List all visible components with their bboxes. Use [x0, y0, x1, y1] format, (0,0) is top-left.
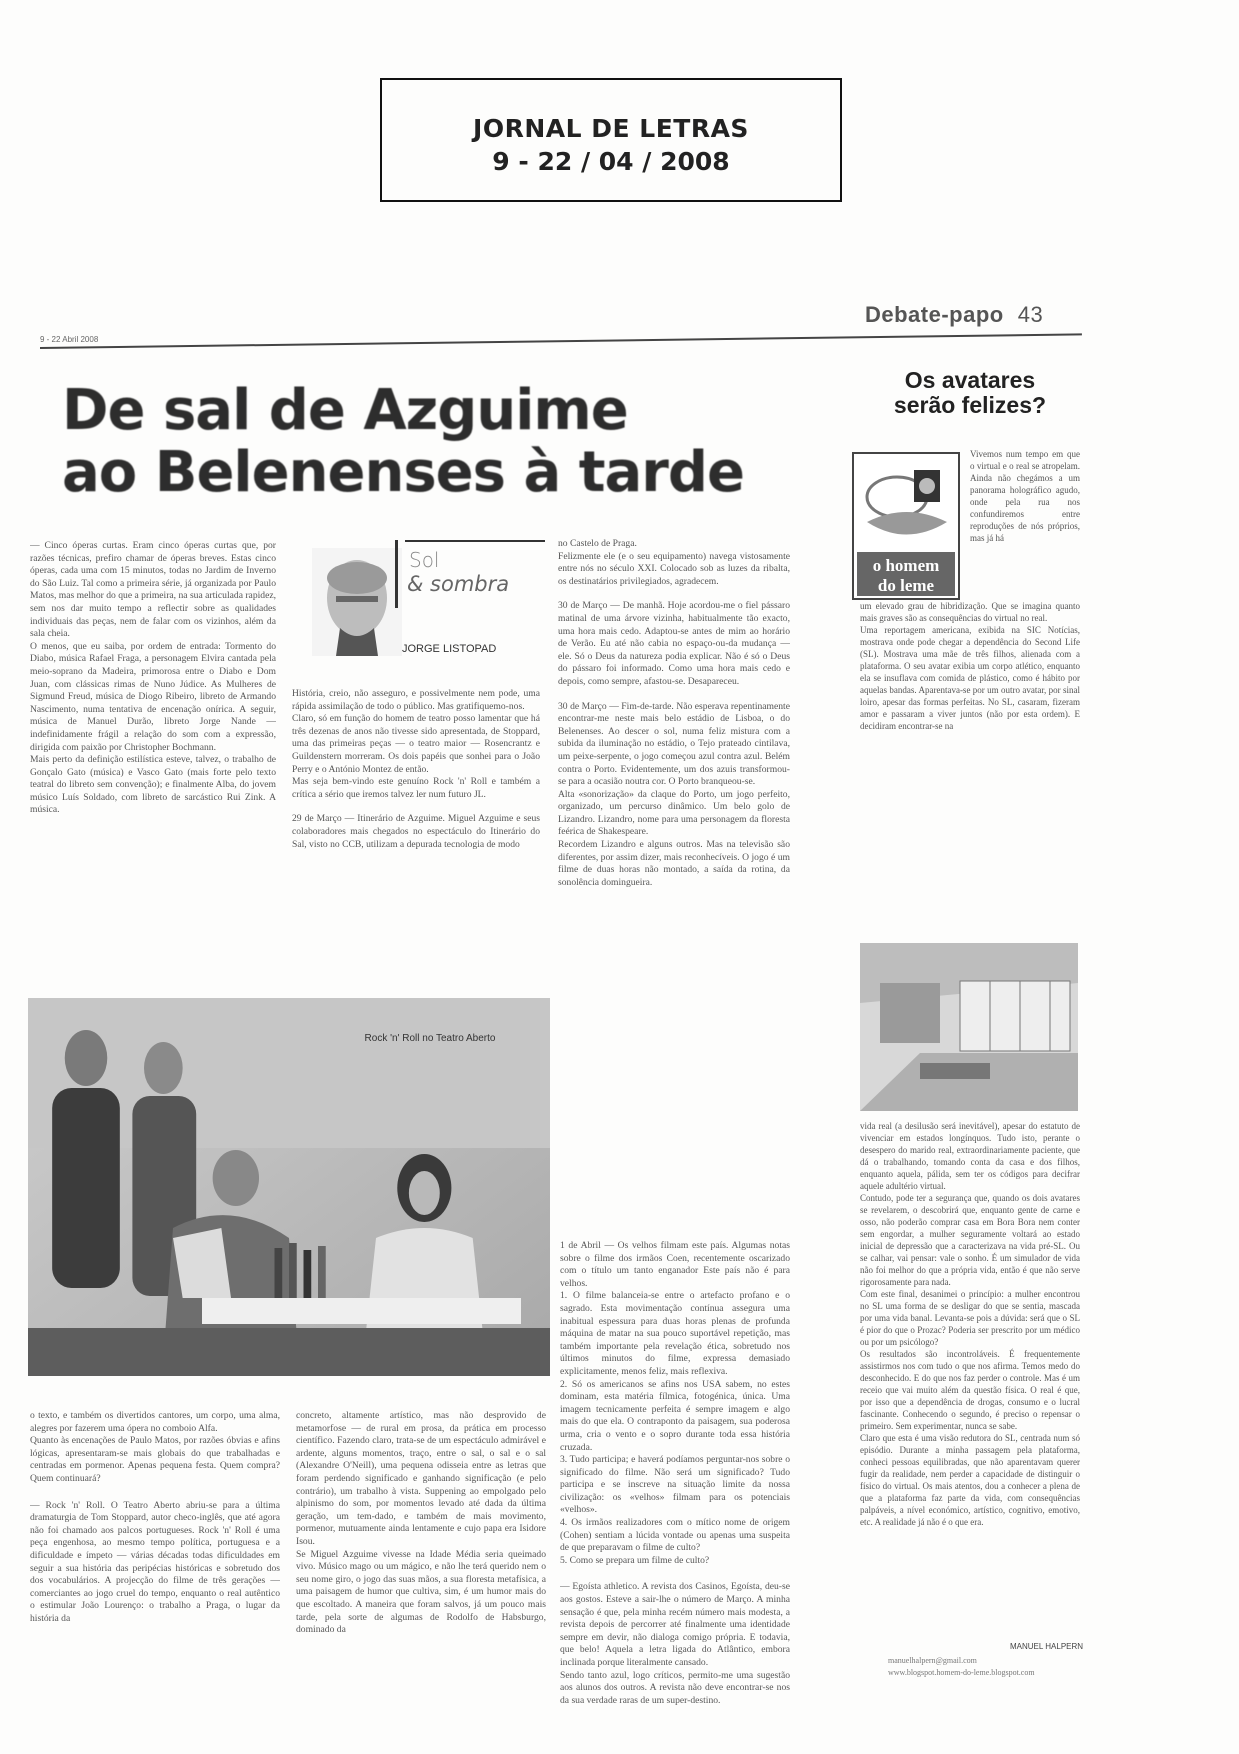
column-logo-o-homem-do-leme — [852, 452, 960, 600]
author-portrait — [312, 548, 402, 656]
paragraph: no Castelo de Praga. — [558, 538, 637, 549]
paragraph: um elevado grau de hibridização. Que se imagina quanto mais graves são as consequências do virtual no real. — [860, 601, 1080, 623]
side-article-intro: Vivemos num tempo em que o virtual e o real se atropelam. Ainda não chegámos a um panorama holográfico agudo, onde pela rua nos confundiremos entre reproduções de nós próprios, mas já há — [970, 449, 1080, 543]
paragraph: Mais perto da definição estilística esteve, talvez, o trabalho de Gonçalo Gato (música) e Vasco Gato (mais forte pelo texto teatral do libreto sem convenção); e finalmente Alba, do jovem músico Luís Soldado, com libreto de sarcástico Rui Zink. A música. — [30, 754, 276, 816]
headline-line-2: ao Belenenses à tarde — [62, 440, 744, 505]
side-article-author: MANUEL HALPERN — [1010, 1642, 1084, 1651]
paragraph: Claro que esta é uma visão redutora do SL, centrada num só episódio. Durante a minha passagem pela plataforma, conheci pessoas equilibradas, que não aparentavam querer fugir da realidade, nem perder a capacidade de distinguir o físico do virtual. Os mais atentos, dou a conhecer a plena de que a plataforma faz parte da vida, com consequências palpáveis, a nível económico, artístico, cognitivo, emotivo, etc. A realidade já não é o que era. — [860, 1433, 1080, 1527]
paragraph: Felizmente ele (e o seu equipamento) navega vistosamente entre nós no século XXI. Colocado sob as luzes da ribalta, os destinatários privilegiados, agradecem. — [558, 550, 790, 587]
side-title-line-1: Os avatares — [904, 367, 1036, 393]
paragraph: — Cinco óperas curtas. Eram cinco óperas curtas que, por razões técnicas, prefiro chamar de óperas breves. Estas cinco óperas, cada uma com 15 minutos, todas no Jardim de Inverno do São Luiz. Tal como a primeira série, já organizada por Paulo Matos, mas melhor do que a primeira, na sua articulada rapidez, sem nos dar muito tempo a reflectir sobre as qualidades individuais das peças, nem de falar com os vizinhos, além da sala cheia. — [30, 540, 276, 640]
paragraph: 30 de Março — Fim-de-tarde. Não esperava repentinamente encontrar-me neste mais belo estádio de Lisboa, o do Belenenses. Ao descer o sol, numa feliz mistura com a subida da iluminação no estádio, o Tejo prateado cintilava, um peixe-serpente, o jogo começou azul contra azul. Belém contra o Porto. Evidentemente, um dos azuis transformou-se para a ocasião noutra cor. O Porto branqueou-se. — [558, 700, 790, 788]
article-column-2-bottom — [296, 1410, 546, 1637]
paragraph: Mas seja bem-vindo este genuíno Rock 'n' Roll e também a crítica a sério que iremos talvez ler num futuro JL. — [292, 776, 540, 800]
logo-text-2: do leme — [877, 576, 935, 595]
article-column-1-bottom — [30, 1410, 280, 1626]
page-date: 9 - 22 Abril 2008 — [40, 335, 99, 344]
headline — [62, 380, 782, 504]
paragraph: — Rock 'n' Roll. O Teatro Aberto abriu-se para a última dramaturgia de Tom Stoppard, autor checo-inglês, que até agora não foi chamado aos palcos portugueses. Rock 'n' Roll é uma peça engenhosa, ao mesmo tempo política, portuguesa e a dificuldade e ímpeto — várias décadas todas dificuldades em seguir a sua história das peripécias históricas e sobretudo dos dos vocabulários. A projecção do filme de três gerações — comerciantes ao jogo cruel do tempo, enquanto o real autêntico o estimular João Lourenço: o trabalho a Praga, o lugar da história da — [30, 1499, 280, 1624]
paragraph: Alta «sonorização» da claque do Porto, um jogo perfeito, organizado, um percurso dinâmico. Um belo golo de Lizandro. Lizandro, nome para uma personagem da floresta feérica de Shakespeare. — [558, 788, 790, 838]
column-name-2: & sombra — [407, 572, 510, 596]
publication-date: 9 - 22 / 04 / 2008 — [492, 147, 730, 176]
paragraph: Recordem Lizandro e alguns outros. Mas na televisão são diferentes, por assim dizer, mais reconhecíveis. O jogo é um filme de duas horas não montado, a saída da rotina, da sonolência domingueira. — [558, 839, 790, 888]
paragraph: Quanto às encenações de Paulo Matos, por razões óbvias e afins lógicas, apresentaram-se mais globais do que trabalhadas e centradas em pormenor. Apenas pequena festa. Quem compra? Quem continuará? — [30, 1435, 280, 1484]
header-rule — [40, 333, 1082, 349]
paragraph: 30 de Março — De manhã. Hoje acordou-me o fiel pássaro matinal de uma árvore vizinha, habitualmente tão exacto, uma hora mais cedo. Adaptou-se antes de mim ao horário de Verão. Eu até não cabia no espaço-ou-da mudança — ele. Só o Deus da natureza podia explicar. Não é só o Deus do pássaro foi informado. Como uma hora mais cedo e depois, como sempre, afastou-se. Desapareceu. — [558, 600, 790, 687]
paragraph: Sendo tanto azul, logo críticos, permito-me uma sugestão aos alunos dos outros. A revista não deve encontrar-se nos da sua verdade raras de um super-destino. — [560, 1669, 790, 1706]
paragraph: Com este final, desanimei o princípio: a mulher encontrou no SL uma forma de se desligar do que se sentia, mascada por uma vida banal. Levanta-se pois a dúvida: será que o SL é pior do que o Prozac? Poderia ser prescrito por um médico ou por um psicólogo? — [860, 1289, 1080, 1347]
column-name-1: Sol — [409, 548, 440, 572]
photo-caption: Rock 'n' Roll no Teatro Aberto — [364, 1033, 496, 1044]
side-article-column-bottom — [860, 1120, 1080, 1528]
section-name: Debate-papo — [865, 302, 1004, 327]
paragraph: Os resultados são incontroláveis. É frequentemente assistirmos nos com tudo o que nos afirma. Temos medo do desconhecido. E do que nos faz perder o controle. Mas é um receio que vai muito além da questão física. O real é que, por isso que a dependência de drogas, consumo e o lucral fascinante. Conhecendo o segundo, é preciso o repensar o primeiro. Sem experimentar, nunca se sabe. — [860, 1349, 1080, 1431]
brand-side-bar — [395, 540, 398, 608]
paragraph: concreto, altamente artístico, mas não desprovido de metamorfose — de rural em prosa, da prática em processo científico. Fazendo claro, trata-se de um espectáculo admirável e ardente, alguns momentos, traço, entre o sal, o sal e o sal (Alexandre O'Neill), uma pequena odisseia entre as letras que foram perdendo significado e ganhando significação (e pelo contrário), um trabalho à vista. Suppening ao empolgado pelo alpinismo do som, por momentos levado até dada da última geração, um tem-dado, e também de mais movimento, pormenor, mutuamente ainda lentamente e cujo papa era Isidore Isou. — [296, 1410, 546, 1547]
paragraph: Contudo, pode ter a segurança que, quando os dois avatares se revelarem, o descobrirá que, enquanto gente de carne e osso, não poderão comprar casa em Bora Bora nem conter sem engordar, a mulher seguramente voltará ao estado inicial de depressão que a caracterizava na vida pré-SL. Ou se calhar, vai pensar: vale o sonho. É um simulador de vida não foi melhor do que a própria vida, então é que não serve rigorosamente para nada. — [860, 1193, 1080, 1287]
clipping-label-box — [380, 78, 842, 202]
author-email: manuelhalpern@gmail.com — [888, 1656, 977, 1665]
section-header — [865, 302, 1043, 328]
author-blog: www.blogspot.homem-do-leme.blogspot.com — [888, 1668, 1035, 1677]
publication-name: JORNAL DE LETRAS — [473, 114, 749, 143]
author-byline: JORGE LISTOPAD — [402, 643, 497, 655]
paragraph: 1. O filme balanceia-se entre o artefacto profano e o sagrado. Esta movimentação contínua assegura uma inabitual espessura para duas horas plenas de profunda máquina de matar na sua pouco suportável repetição, mas também importante pela revelação ética, sobretudo nos últimos minutos do filme, expressa demasiado explicitamente, menos feliz, mais reflexiva. — [560, 1290, 790, 1377]
headline-line-1: De sal de Azguime — [62, 378, 628, 443]
article-column-3-bottom — [560, 1240, 790, 1707]
paragraph: O menos, que eu saiba, por ordem de entrada: Tormento do Diabo, música Rafael Fraga, a personagem Elvira cantada pela meio-soprano da Madeira, primorosa entre o Diabo e Dom Juan, com clássicas rimas de Nuno Júdice. As Mulheres de Sigmund Freud, música de Diogo Ribeiro, libreto de Armando Nascimento, numa tentativa de encenação onírica. A seguir, música de Manuel Durão, libreto Jorge Nande — indefinidamente frágil a relação do som com a expressão, dirigida com paixão por Christopher Bochmann. — [30, 640, 276, 753]
paragraph: 3. Tudo participa; e haverá podíamos perguntar-nos sobre o significado do filme. Não será um significado? Tudo participa e se inscreve na situação limite da nossa civilização: os «velhos» filmam para os potenciais «velhos». — [560, 1454, 790, 1516]
paragraph: 2. Só os americanos se afins nos USA sabem, no estes dominam, esta matéria fílmica, fotogénica, única. Uma imagem tecnicamente perfeita é sempre imagem e algo mais do que ela. O contraponto da paisagem, sua poderosa urma, cria o vento e o sopro durante toda essa história cruzada. — [560, 1378, 790, 1453]
paragraph: Claro, só em função do homem de teatro posso lamentar que há três dezenas de anos não tivesse sido apresentada, de Stoppard, uma das primeiras peças — o teatro maior — Rosencrantz e Guildenstern morreram. Os dois papéis que sonhei para o João Perry e o António Montez de então. — [292, 713, 540, 775]
virtual-room-image — [860, 943, 1078, 1111]
paragraph: 1 de Abril — Os velhos filmam este país. Algumas notas sobre o filme dos irmãos Coen, recentemente oscarizado com o título um tanto enganador Este país não é para velhos. — [560, 1240, 790, 1289]
article-column-3-top — [558, 538, 790, 889]
side-article-title — [855, 368, 1085, 418]
article-column-1-top — [30, 540, 276, 817]
page-number: 43 — [1017, 302, 1044, 327]
paragraph: vida real (a desilusão será inevitável), apesar do estatuto de vivenciar em estados longínquos. Tudo isto, perante o desespero do marido real, extraordinariamente paciente, que dá o trabalhando, tomando conta da casa e dos filhos, enquanto aquela, pálida, sem ter os códigos para decifrar aquele adultério virtual. — [860, 1121, 1080, 1191]
paragraph: 4. Os irmãos realizadores com o mítico nome de origem (Cohen) sentiam a lúcida vontade ou apenas uma suspeita de que preparavam o filme de culto? — [560, 1517, 790, 1554]
article-column-2-top — [292, 688, 540, 851]
paragraph: o texto, e também os divertidos cantores, um corpo, uma alma, alegres por fazerem uma ópera no comboio Alfa. — [30, 1410, 280, 1434]
theatre-photo — [28, 998, 550, 1376]
paragraph: História, creio, não asseguro, e possivelmente nem pode, uma rápida assimilação de todo o público. Mas gratifiquemo-nos. — [292, 688, 540, 712]
side-title-line-2: serão felizes? — [893, 392, 1047, 418]
paragraph: — Egoísta athletico. A revista dos Casinos, Egoísta, deu-se aos gostos. Esteve a sair-lhe o número de Março. A minha sensação é que, pela minha recém número mais modesta, a revista depois de percorrer até finalmente uma identidade sempre em devir, não dialoga comigo própria. E todavia, que belo! Aquela a letra ligada do Atlântico, embora inclinada porque literalmente cansado. — [560, 1581, 790, 1668]
side-article-column-top — [860, 600, 1080, 732]
logo-text-1: o homem — [872, 556, 940, 575]
brand-top-rule — [405, 540, 545, 542]
paragraph: Se Miguel Azguime vivesse na Idade Média seria queimado vivo. Músico mago ou um mágico, e não lhe terá querido nem o seu nome giro, o jogo das suas mãos, a sua floresta metafísica, a uma paisagem de humor que cultiva, sim, é um humor mais do que escoltado. A maneira que foram salvos, já um pouco mais tarde, pela sorte de algumas de Rodolfo de Habsburgo, dominado da — [296, 1548, 546, 1636]
paragraph: 5. Como se prepara um filme de culto? — [560, 1554, 710, 1566]
paragraph: 29 de Março — Itinerário de Azguime. Miguel Azguime e seus colaboradores mais chegados no espectáculo do Itinerário do Sal, visto no CCB, utilizam a depurada tecnologia de modo — [292, 813, 540, 850]
paragraph: Uma reportagem americana, exibida na SIC Notícias, mostrava onde pode chegar a dependência do Second Life (SL). Mostrava uma mãe de três filhos, alienada com a plataforma. O seu avatar exibia um corpo atlético, enquanto ela se insuflava com comida de plástico, como é hábito por aquelas bandas. Aparentava-se por um outro avatar, por sinal loiro, apesar das formas perfeitas. No SL, casaram, fizeram amor e passaram a viver juntos (não por esta ordem). E decidiram encontrar-se na — [860, 625, 1080, 731]
